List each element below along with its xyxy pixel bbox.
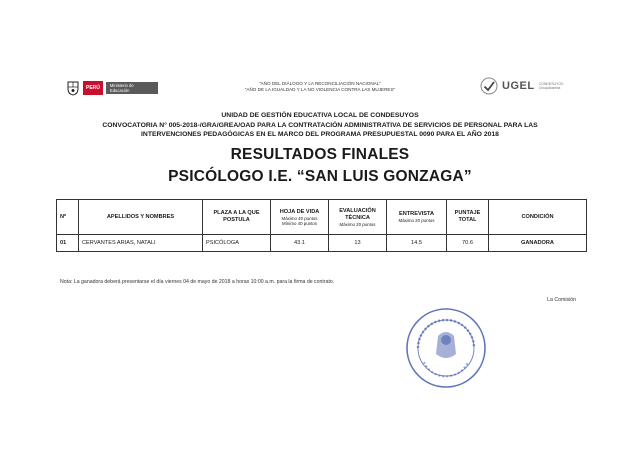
slogan-1: "AÑO DEL DIÁLOGO Y LA RECONCILIACIÓN NACIONAL" xyxy=(259,81,381,86)
col-condicion-header: CONDICIÓN xyxy=(489,200,587,235)
cell-entrevista: 14.5 xyxy=(387,235,447,252)
peru-label: PERÚ xyxy=(83,81,103,95)
table-header-row xyxy=(57,200,587,235)
results-table xyxy=(56,199,587,252)
cell-puntaje: 70.6 xyxy=(447,235,489,252)
ministerio-label: Ministerio de Educación xyxy=(106,82,158,94)
cell-hoja: 43.1 xyxy=(271,235,329,252)
checkmark-badge-icon xyxy=(480,77,498,95)
cell-num: 01 xyxy=(57,235,79,252)
cell-condicion: GANADORA xyxy=(489,235,587,252)
nota-text: Nota: La ganadora deberá presentarse el día viernes 04 de mayo de 2018 a horas 10:00 a.m. para la firma de contrato. xyxy=(60,279,335,285)
col-entrevista-header: ENTREVISTA Máximo 20 puntos xyxy=(387,200,447,235)
table-row xyxy=(57,235,587,252)
col-num-header: Nº xyxy=(57,200,79,235)
slogan-2: "AÑO DE LA IGUALDAD Y LA NO VIOLENCIA CONTRA LAS MUJERES" xyxy=(244,87,396,92)
puesto-title: PSICÓLOGO I.E. “SAN LUIS GONZAGA” xyxy=(168,168,472,185)
col-eval-header: EVALUACIÓN TÉCNICA Máximo 20 puntos xyxy=(329,200,387,235)
col-nombres-header: APELLIDOS Y NOMBRES xyxy=(79,200,203,235)
col-puntaje-header: PUNTAJE TOTAL xyxy=(447,200,489,235)
ugel-logo xyxy=(480,77,573,95)
cell-nombres: CERVANTES ARIAS, NATALI xyxy=(79,235,203,252)
cell-plaza: PSICÓLOGA xyxy=(203,235,271,252)
ugel-sub-label: CONDESUYOS Chuquibamba xyxy=(538,82,564,90)
unidad-title: UNIDAD DE GESTIÓN EDUCATIVA LOCAL DE CONDESUYOS xyxy=(221,112,419,119)
col-plaza-header: PLAZA A LA QUE POSTULA xyxy=(203,200,271,235)
col-hoja-header: HOJA DE VIDA Máximo 40 puntos Mínimo 40 puntos xyxy=(271,200,329,235)
official-seal-icon xyxy=(404,306,488,390)
convocatoria-line-2: INTERVENCIONES PEDAGÓGICAS EN EL MARCO DEL PROGRAMA PRESUPUESTAL 0090 PARA EL AÑO 2018 xyxy=(141,131,499,138)
convocatoria-line-1: CONVOCATORIA N° 005-2018-/GRA/GREA/OAD PARA LA CONTRATACIÓN ADMINISTRATIVA DE SERVICIOS DE PERSONAL PARA LAS xyxy=(102,122,538,129)
comision-signature: La Comisión xyxy=(547,297,576,303)
resultados-title: RESULTADOS FINALES xyxy=(230,146,410,163)
cell-eval: 13 xyxy=(329,235,387,252)
ugel-label: UGEL xyxy=(502,80,535,92)
